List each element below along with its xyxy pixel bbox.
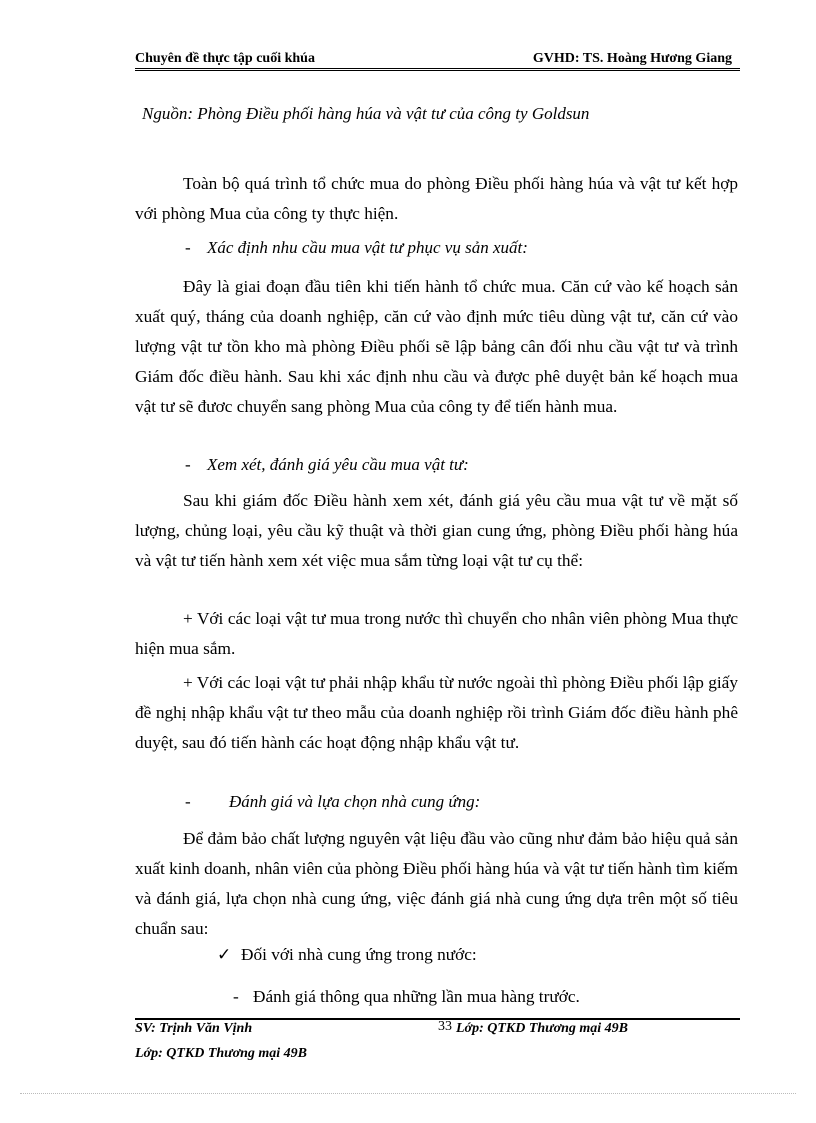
sub-item <box>233 987 580 1007</box>
header-supervisor: GVHD: TS. Hoàng Hương Giang <box>532 51 732 66</box>
paragraph-text: Toàn bộ quá trình tổ chức mua do phòng Điều phối hàng húa và vật tư kết hợp với phòng Mua của công ty thực hiện. <box>135 174 738 223</box>
dash-marker: - <box>185 792 191 811</box>
dash-marker: - <box>185 238 191 257</box>
dash-marker: - <box>233 987 239 1006</box>
dash-marker: - <box>185 455 191 474</box>
sub-item-text: Đánh giá thông qua những lần mua hàng trước. <box>253 987 580 1006</box>
checklist-item <box>217 945 477 965</box>
footer-class-right: Lớp: QTKD Thương mại 49B <box>456 1021 628 1036</box>
page-bottom-divider <box>20 1093 796 1094</box>
bullet-step2 <box>185 455 469 475</box>
source-note: Nguồn: Phòng Điều phối hàng húa và vật tư của công ty Goldsun <box>142 104 590 123</box>
paragraph-text: + Với các loại vật tư mua trong nước thì chuyển cho nhân viên phòng Mua thực hiện mua sắm. <box>135 609 738 658</box>
paragraph-text: Để đảm bảo chất lượng nguyên vật liệu đầu vào cũng như đảm bảo hiệu quả sản xuất kinh doanh, nhân viên của phòng Điều phối hàng húa và vật tư tiến hành tìm kiếm và đánh giá, lựa chọn nhà cung ứng, việc đánh giá nhà cung ứng dựa trên một số tiêu chuẩn sau: <box>135 829 738 938</box>
footer-class-left: Lớp: QTKD Thương mại 49B <box>135 1046 307 1061</box>
page-number: 33 <box>438 1019 452 1034</box>
paragraph-text: Đây là giai đoạn đầu tiên khi tiến hành tổ chức mua. Căn cứ vào kế hoạch sản xuất quý, tháng của doanh nghiệp, căn cứ vào định mức tiêu dùng vật tư, căn cứ vào lượng vật tư tồn kho mà phòng Điều phối sẽ lập bảng cân đối nhu cầu vật tư và trình Giám đốc điều hành. Sau khi xác định nhu cầu và được phê duyệt bản kế hoạch mua vật tư sẽ đươc chuyển sang phòng Mua của công ty để tiến hành mua. <box>135 277 738 416</box>
header-divider <box>135 68 740 72</box>
paragraph-step1 <box>135 272 738 422</box>
bullet-label: Xác định nhu cầu mua vật tư phục vụ sản xuất: <box>207 238 528 257</box>
paragraph-intro <box>135 169 738 229</box>
footer-student: SV: Trịnh Văn Vịnh <box>135 1021 253 1036</box>
paragraph-step2 <box>135 486 738 576</box>
checklist-label: Đối với nhà cung ứng trong nước: <box>241 945 477 964</box>
checkmark-icon: ✓ <box>217 945 232 964</box>
paragraph-text: + Với các loại vật tư phải nhập khẩu từ nước ngoài thì phòng Điều phối lập giấy đề nghị nhập khẩu vật tư theo mẫu của doanh nghiệp rồi trình Giám đốc điều hành phê duyệt, sau đó tiến hành các hoạt động nhập khẩu vật tư. <box>135 673 738 752</box>
bullet-label: Xem xét, đánh giá yêu cầu mua vật tư: <box>207 455 469 474</box>
bullet-step3 <box>185 792 480 812</box>
paragraph-plus1 <box>135 604 738 664</box>
paragraph-step3 <box>135 824 738 944</box>
bullet-label: Đánh giá và lựa chọn nhà cung ứng: <box>229 792 481 811</box>
paragraph-text: Sau khi giám đốc Điều hành xem xét, đánh giá yêu cầu mua vật tư về mặt số lượng, chủng loại, yêu cầu kỹ thuật và thời gian cung ứng, phòng Điều phối hàng húa và vật tư tiến hành xem xét việc mua sắm từng loại vật tư cụ thể: <box>135 491 738 570</box>
header-course-title: Chuyên đề thực tập cuối khúa <box>135 51 315 66</box>
bullet-step1 <box>185 238 528 258</box>
paragraph-plus2 <box>135 668 738 758</box>
